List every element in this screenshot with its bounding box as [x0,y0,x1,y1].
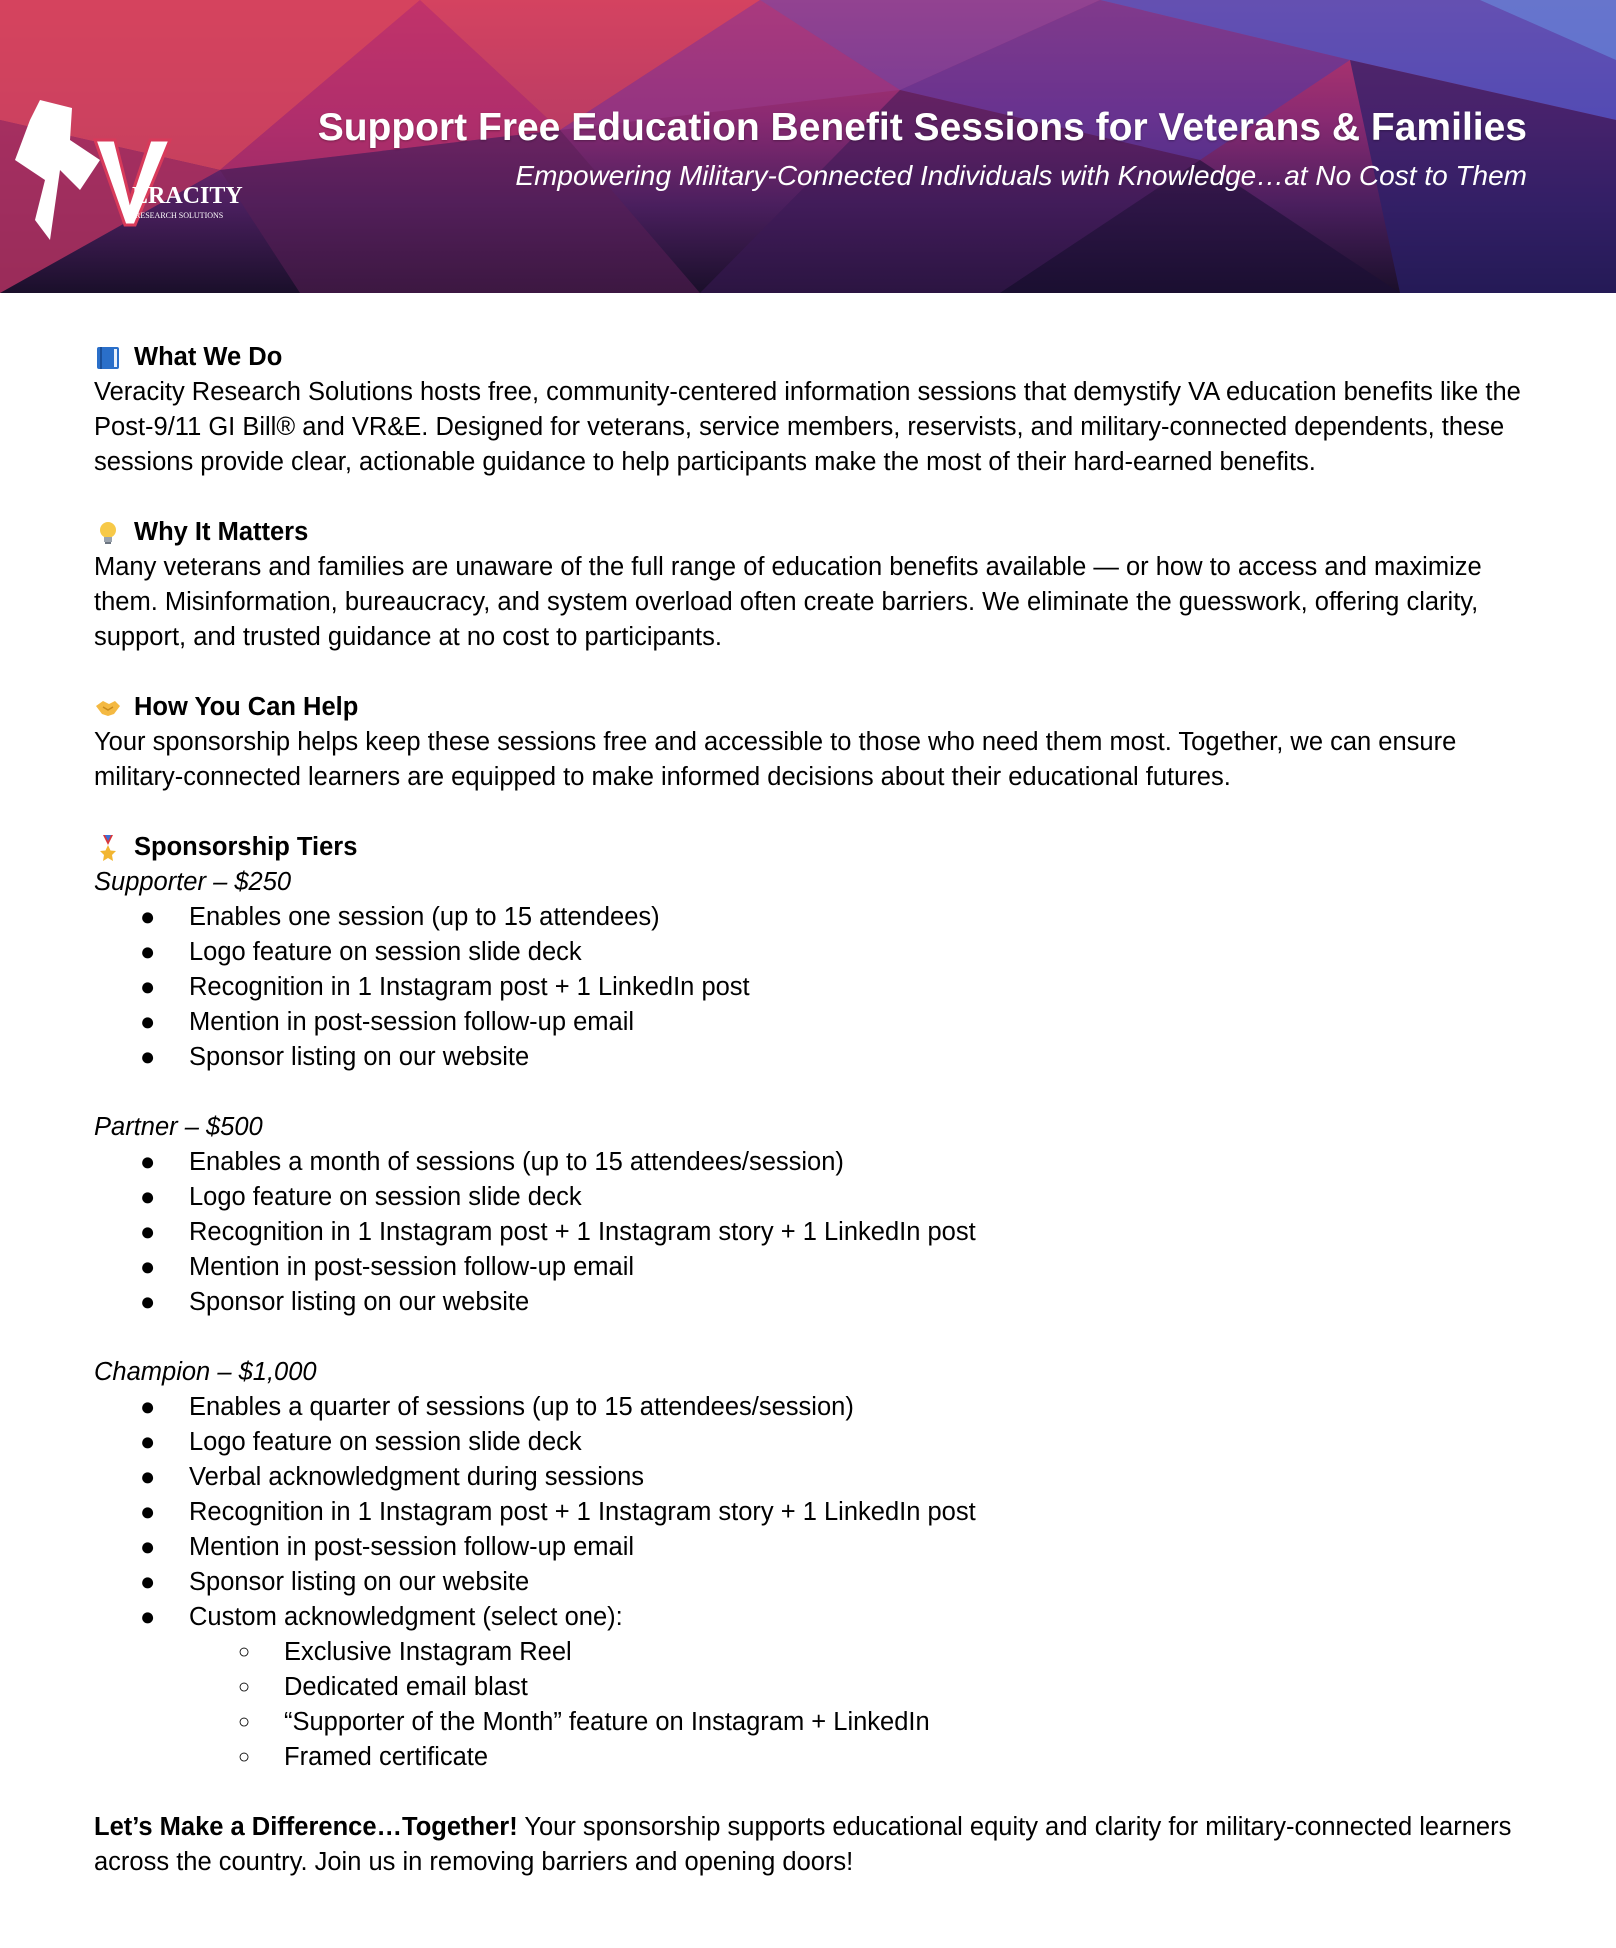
sub-bullet: ○ [238,1641,251,1663]
closing-paragraph [94,1810,1534,1880]
why-it-matters-text: Many veterans and families are unaware of the full range of education benefits available — or how to access and maximize them. Misinformation, bureaucracy, and system overload often create barriers. We eliminate the guesswork, offering clarity, support, and trusted guidance at no cost to participants. [94,553,1482,651]
list-item: ● Enables a month of sessions (up to 15 attendees/session) [94,1145,1534,1180]
list-item: ○ “Supporter of the Month” feature on Instagram + LinkedIn [94,1705,1534,1740]
how-you-can-help-text: Your sponsorship helps keep these sessions free and accessible to those who need them most. Together, we can ensure military-connected learners are equipped to make informed decisions about their educational futures. [94,728,1457,791]
page-subtitle: Empowering Military-Connected Individuals with Knowledge…at No Cost to Them [515,160,1527,191]
custom-acknowledgment-options [94,1635,1534,1775]
handshake-icon [94,694,122,722]
bullet: ● [140,1428,156,1456]
what-we-do-text: Veracity Research Solutions hosts free, community-centered information sessions that demystify VA education benefits like the Post-9/11 GI Bill® and VR&E. Designed for veterans, service members, reservists, and military-connected dependents, these sessions provide clear, actionable guidance to help participants make the most of their hard-earned benefits. [94,378,1521,476]
logo-subtitle: RESEARCH SOLUTIONS [135,211,224,220]
list-item: ● Logo feature on session slide deck [94,935,1534,970]
list-item: ○ Framed certificate [94,1740,1534,1775]
bullet: ● [140,973,156,1001]
sub-bullet: ○ [238,1676,251,1698]
heading-sponsorship-tiers: Sponsorship Tiers [134,833,358,861]
list-item: ○ Dedicated email blast [94,1670,1534,1705]
tier-champion-list [94,1390,1534,1635]
section-what-we-do [94,340,1534,480]
closing-lead: Let’s Make a Difference…Together! [94,1813,518,1841]
page-title: Support Free Education Benefit Sessions for Veterans & Families [317,106,1527,149]
military-medal-icon [94,834,122,862]
list-item: ● Verbal acknowledgment during sessions [94,1460,1534,1495]
section-how-you-can-help [94,690,1534,795]
tier-champion-name: Champion – $1,000 [94,1358,317,1386]
bullet: ● [140,1568,156,1596]
veracity-logo [10,100,260,240]
section-sponsorship-tiers [94,830,1534,1775]
bullet: ● [140,1463,156,1491]
list-item: ● Recognition in 1 Instagram post + 1 Instagram story + 1 LinkedIn post [94,1215,1534,1250]
bullet: ● [140,903,156,931]
tier-supporter-list [94,900,1534,1075]
bullet: ● [140,1183,156,1211]
blue-book-icon [94,344,122,372]
list-item: ● Custom acknowledgment (select one): [94,1600,1534,1635]
bullet: ● [140,1533,156,1561]
closing-text: Your sponsorship supports educational equity and clarity for military-connected learners across the country. Join us in removing barriers and opening doors! [94,1813,1512,1876]
sub-bullet: ○ [238,1711,251,1733]
header-banner [0,0,1616,293]
list-item: ○ Exclusive Instagram Reel [94,1635,1534,1670]
list-item: ● Mention in post-session follow-up email [94,1250,1534,1285]
light-bulb-icon [94,519,122,547]
heading-why-it-matters: Why It Matters [134,518,309,546]
list-item: ● Recognition in 1 Instagram post + 1 LinkedIn post [94,970,1534,1005]
list-item: ● Enables a quarter of sessions (up to 15 attendees/session) [94,1390,1534,1425]
list-item: ● Logo feature on session slide deck [94,1425,1534,1460]
list-item: ● Mention in post-session follow-up email [94,1005,1534,1040]
heading-how-you-can-help: How You Can Help [134,693,359,721]
bullet: ● [140,1008,156,1036]
bullet: ● [140,1603,156,1631]
bullet: ● [140,1393,156,1421]
tier-partner [94,1110,1534,1320]
bullet: ● [140,1498,156,1526]
sub-bullet: ○ [238,1746,251,1768]
bullet: ● [140,938,156,966]
logo-wordmark: ERACITY [132,183,243,209]
list-item: ● Logo feature on session slide deck [94,1180,1534,1215]
bullet: ● [140,1148,156,1176]
list-item: ● Enables one session (up to 15 attendees) [94,900,1534,935]
tier-supporter-name: Supporter – $250 [94,868,292,896]
tier-champion [94,1355,1534,1775]
bullet: ● [140,1218,156,1246]
tier-partner-list [94,1145,1534,1320]
bullet: ● [140,1253,156,1281]
list-item: ● Sponsor listing on our website [94,1565,1534,1600]
list-item: ● Recognition in 1 Instagram post + 1 Instagram story + 1 LinkedIn post [94,1495,1534,1530]
list-item: ● Sponsor listing on our website [94,1040,1534,1075]
section-why-it-matters [94,515,1534,655]
list-item: ● Mention in post-session follow-up email [94,1530,1534,1565]
document-body [94,340,1534,1880]
tier-supporter [94,865,1534,1075]
bullet: ● [140,1288,156,1316]
list-item: ● Sponsor listing on our website [94,1285,1534,1320]
heading-what-we-do: What We Do [134,343,283,371]
bullet: ● [140,1043,156,1071]
tier-partner-name: Partner – $500 [94,1113,263,1141]
